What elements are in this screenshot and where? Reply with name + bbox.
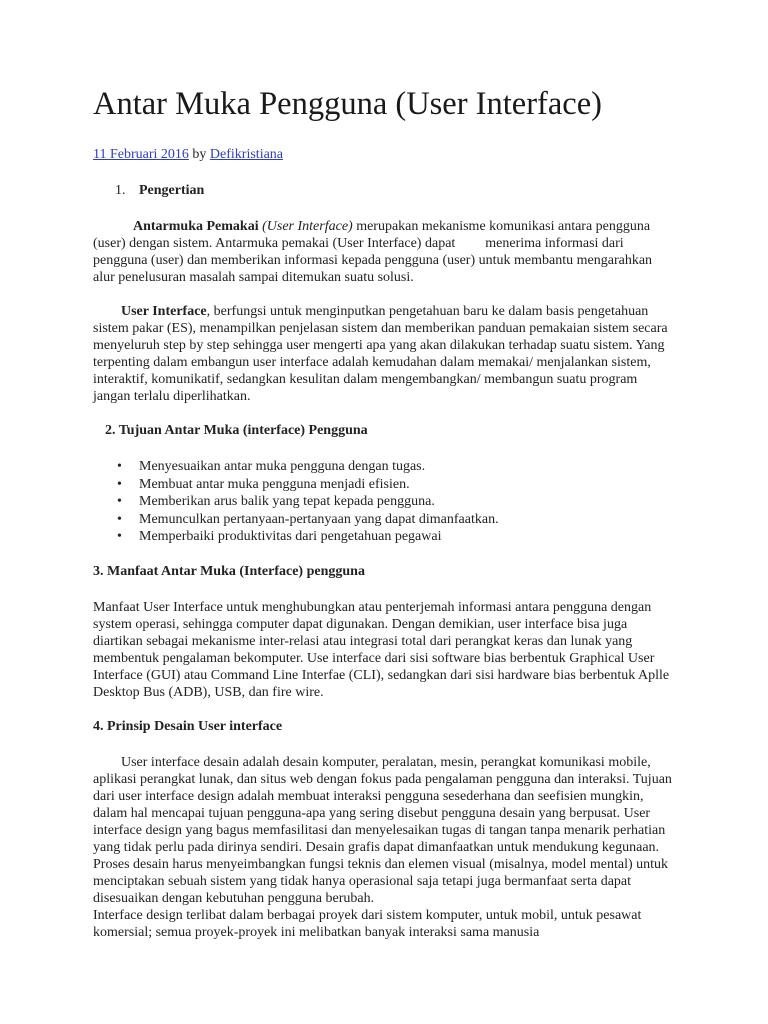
bullet-icon: •: [117, 511, 122, 527]
section-1-heading: [93, 182, 675, 199]
list-item: [117, 458, 675, 476]
list-item: [117, 493, 675, 511]
paragraph-text: , berfungsi untuk menginputkan pengetahuan baru ke dalam basis pengetahuan sistem pakar (ES), menampilkan penjelasan sistem dan memberikan panduan pemakaian sistem secara menyeluruh step by step sehingga user mengerti apa yang akan dilakukan terhadap suatu sistem. Yang terpenting dalam embangun user interface adalah kemudahan dalam memakai/ menjalankan sistem, interaktif, komunikatif, sedangkan kesulitan dalam mengembangkan/ membangun suatu program jangan terlalu diperlihatkan.: [93, 304, 668, 404]
section-1-paragraph-2: [93, 303, 675, 405]
by-label: by: [192, 147, 207, 162]
bullet-icon: •: [117, 476, 122, 492]
section-2-heading: 2. Tujuan Antar Muka (interface) Pengguna: [105, 423, 368, 438]
page-title: Antar Muka Pengguna (User Interface): [93, 86, 602, 122]
section-3-paragraph: Manfaat User Interface untuk menghubungkan atau penterjemah informasi antara pengguna dengan system operasi, sehingga computer dapat digunakan. Dengan demikian, user interface bisa juga diartikan sebagai mekanisme inter-relasi atau integrasi total dari perangkat keras dan lunak yang membentuk pengalaman bekomputer. Use interface dari sisi software bias berbentuk Graphical User Interface (GUI) atau Command Line Interfae (CLI), sedangkan dari sisi hardware bias berbentuk Aplle Desktop Bus (ADB), USB, dan fire wire.: [93, 599, 670, 700]
author-link[interactable]: Defikristiana: [209, 147, 284, 162]
list-item-text: Memperbaiki produktivitas dari pengetahuan pegawai: [139, 529, 442, 544]
list-item-text: Membuat antar muka pengguna menjadi efisien.: [139, 476, 410, 492]
section-3-heading: 3. Manfaat Antar Muka (Interface) pengguna: [93, 563, 365, 579]
paragraph-text: merupakan mekanisme komunikasi antara pengguna (user) dengan sistem. Antarmuka pemakai (User Interface) dapat: [93, 219, 651, 251]
paragraph-text: menerima informasi dari pengguna (user) dan memberikan informasi kepada pengguna (user) untuk membantu mengarahkan alur penelusuran masalah sampai ditemukan suatu solusi.: [93, 236, 653, 285]
section-1-paragraph-1: [93, 218, 675, 286]
section-4-heading: 4. Prinsip Desain User interface: [93, 718, 283, 734]
post-meta: [93, 146, 675, 163]
post-date-link[interactable]: 11 Februari 2016: [93, 147, 189, 162]
list-item-text: Menyesuaikan antar muka pengguna dengan tugas.: [139, 459, 426, 474]
list-item: [117, 511, 675, 529]
term-user-interface-bold: User Interface: [121, 304, 207, 319]
list-item: [117, 476, 675, 494]
section-1-number: 1.: [115, 183, 126, 198]
list-item-text: Memunculkan pertanyaan-pertanyaan yang dapat dimanfaatkan.: [139, 511, 499, 527]
bullet-icon: •: [117, 494, 122, 509]
section-4-paragraph-2: Interface design terlibat dalam berbagai proyek dari sistem komputer, untuk mobil, untuk pesawat komersial; semua proyek-proyek ini melibatkan banyak interaksi sama manusia: [93, 907, 642, 940]
list-item-text: Memberikan arus balik yang tepat kepada pengguna.: [139, 494, 435, 509]
term-user-interface: (User Interface): [262, 219, 353, 234]
section-4-paragraph-1: User interface desain adalah desain komputer, peralatan, mesin, perangkat komunikasi mobile, aplikasi perangkat lunak, dan situs web dengan fokus pada pengalaman pengguna dan interaksi. Tujuan dari user interface design adalah membuat interaksi pengguna sesederhana dan seefisien mungkin, dalam hal mencapai tujuan pengguna-apa yang sering disebut pengguna desain yang berpusat. User interface design yang bagus memfasilitasi dan menyelesaikan tugas di tangan tanpa menarik perhatian yang tidak perlu pada dirinya sendiri. Desain grafis dapat dimanfaatkan untuk mendukung kegunaan. Proses desain harus menyeimbangkan fungsi teknis dan elemen visual (misalnya, model mental) untuk menciptakan sebuah sistem yang tidak hanya operasional saja tetapi juga bermanfaat serta dapat disesuaikan dengan kebutuhan pengguna berubah.: [93, 754, 672, 906]
list-item: [117, 528, 675, 546]
term-antarmuka-pemakai: Antarmuka Pemakai: [133, 219, 259, 234]
section-2-bullet-list: [93, 458, 675, 546]
section-1-title: Pengertian: [139, 183, 205, 198]
bullet-icon: •: [117, 529, 122, 544]
bullet-icon: •: [117, 459, 122, 474]
